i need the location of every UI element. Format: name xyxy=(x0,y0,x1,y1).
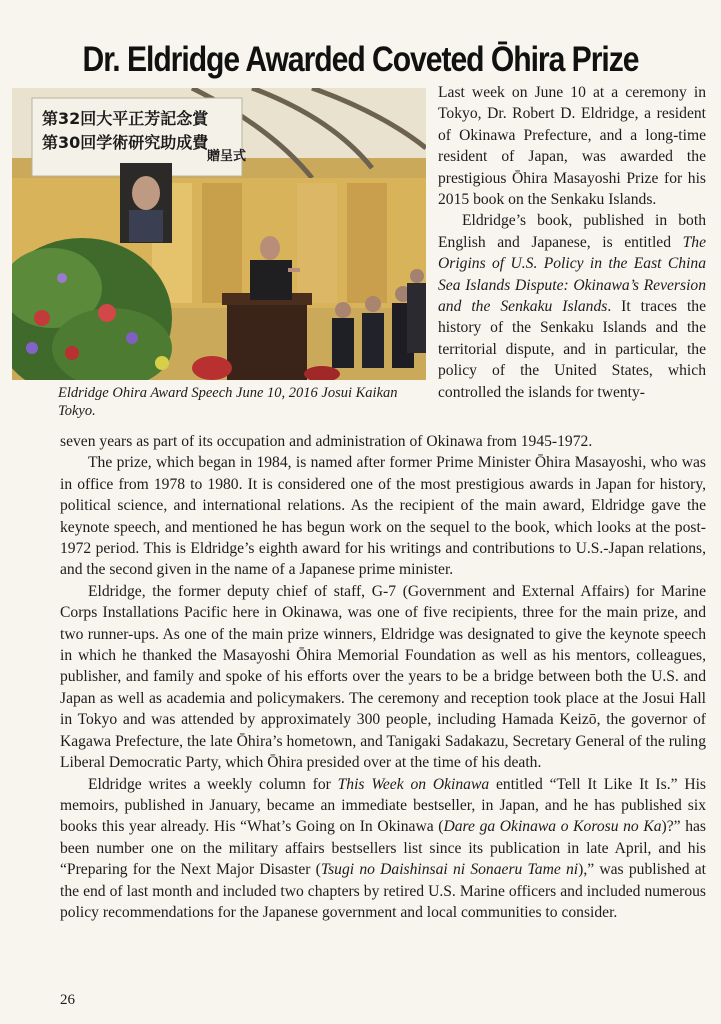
banner-side: 贈呈式 xyxy=(207,149,247,164)
japanese-title-2: Tsugi no Daishinsai ni Sonaeru Tame ni xyxy=(320,861,579,879)
japanese-title-1: Dare ga Okinawa o Korosu no Ka xyxy=(443,818,662,836)
column-text-d: ),” was published at the end of last month and included two chapters by retired U.S. Marine officers and included numerous policy recommendations for the Japanese government and local communities to consider. xyxy=(60,861,706,921)
award-ceremony-photo xyxy=(12,88,426,380)
photo-caption: Eldridge Ohira Award Speech June 10, 2016 Josui Kaikan Tokyo. xyxy=(58,385,398,419)
magazine-title: This Week on Okinawa xyxy=(337,775,490,793)
paragraph-column xyxy=(60,774,706,924)
column-text-c: )?” has been number one on the military affairs bestsellers list since its publication in late April, and his “Preparing for the Next Major Disaster ( xyxy=(60,818,706,879)
article-headline: Dr. Eldridge Awarded Coveted Ōhira Prize xyxy=(82,40,639,79)
body-text xyxy=(60,431,706,923)
right-column xyxy=(438,82,706,403)
paragraph-book-continued: seven years as part of its occupation and administration of Okinawa from 1945-1972. xyxy=(60,433,593,450)
paragraph-book xyxy=(438,210,706,403)
book-text-b: . It traces the history of the Senkaku Islands and the territorial dispute, and in particular, the policy of the United States, which controlled the islands for twenty- xyxy=(438,298,707,401)
paragraph-recipients: Eldridge, the former deputy chief of staff, G-7 (Government and External Affairs) for Marine Corps Installations Pacific here in Okinawa, was one of five recipients, three for the main prize, and two runner-ups. As one of the main prize winners, Eldridge was designated to give the keynote speech in which he thanked the Masayoshi Ōhira Memorial Foundation as well as his mentors, colleagues, publisher, and family and spoke of his efforts over the years to be a bridge between both the U.S. and Japan as well as academia and policymakers. The ceremony and reception took place at the Josui Hall in Tokyo and was attended by approximately 300 people, including Hamada Keizō, the governor of Kagawa Prefecture, the late Ōhira’s hometown, and Tanigaki Sadakazu, Secretary General of the ruling Liberal Democratic Party, which Ōhira presided over at the time of his death. xyxy=(60,582,706,772)
banner-line-2: 第30回学術研究助成費 xyxy=(42,133,209,152)
book-text-a: Eldridge’s book, published in both English and Japanese, is entitled xyxy=(438,212,706,251)
banner-line-1: 第32回大平正芳記念賞 xyxy=(42,109,209,128)
page-number: 26 xyxy=(60,992,75,1008)
column-text-a: Eldridge writes a weekly column for xyxy=(88,775,338,793)
column-text-b: entitled “Tell It Like It Is.” His memoirs, published in January, became an immediate bestseller, in Japan, and he has published six books this year already. His “What’s Going on In Okinawa ( xyxy=(60,775,706,836)
paragraph-intro: Last week on June 10 at a ceremony in Tokyo, Dr. Robert D. Eldridge, a resident of Okinawa Prefecture, and a long-time resident of Japan, was awarded the prestigious Ōhira Masayoshi Prize for his 2015 book on the Senkaku Islands. xyxy=(438,84,706,209)
paragraph-prize: The prize, which began in 1984, is named after former Prime Minister Ōhira Masayoshi, who was in office from 1978 to 1980. It is considered one of the most prestigious awards in Japan for history, political science, and international relations. As the recipient of the main award, Eldridge gave the keynote speech, and mentioned he has begun work on the sequel to the book, which looks at the post-1972 period. This is Eldridge’s eighth award for his writings and contributions to U.S.-Japan relations, and the second given in the name of a Japanese prime minister. xyxy=(60,454,706,579)
book-title: The Origins of U.S. Policy in the East China Sea Islands Dispute: Okinawa’s Reversion and the Senkaku Islands xyxy=(438,233,706,316)
